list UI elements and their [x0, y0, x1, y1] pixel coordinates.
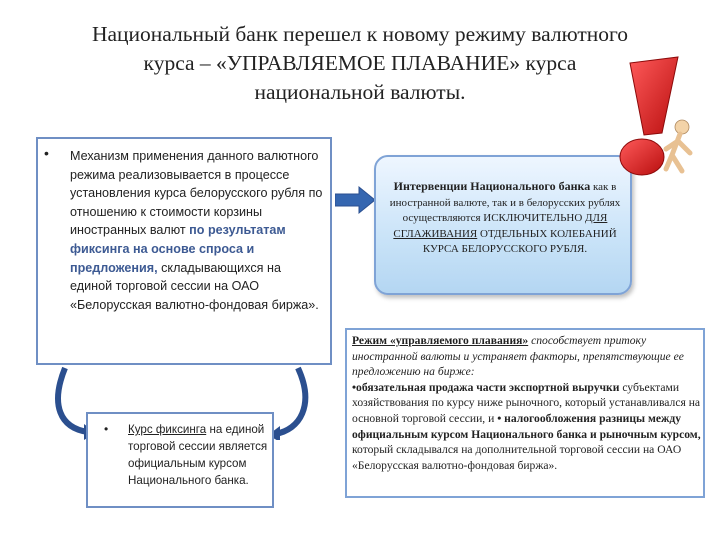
intervention-text-c: ДЛЯ СГЛАЖИВАНИЯ: [393, 212, 608, 240]
bullet: •: [44, 145, 49, 161]
intervention-text: [386, 179, 624, 258]
regime-intro: способствует притоку иностранной валюты и устраняет факторы, препятствующие ее предложению на бирже:: [352, 334, 684, 379]
intervention-text-d: ОТДЕЛЬНЫХ КОЛЕБАНИЙ КУРСА БЕЛОРУССКОГО РУБЛЯ.: [422, 227, 617, 255]
bullet: •: [104, 422, 109, 436]
title-line-2: курса – «УПРАВЛЯЕМОЕ ПЛАВАНИЕ» курса: [143, 51, 577, 75]
mechanism-text-a: Механизм применения данного валютного режима реализовывается в процессе установления курса белорусского рубля по отношению к стоимости корзины иностранных валют: [70, 149, 323, 238]
intervention-title: Интервенции Национального банка: [393, 179, 591, 193]
mechanism-text: [70, 147, 326, 314]
regime-text: [352, 333, 702, 473]
exclamation-figure-icon: [600, 55, 710, 185]
arrow-right-icon: [335, 185, 377, 215]
regime-box: [345, 328, 705, 498]
regime-item2-text: который складывался на дополнительной торговой сессии на ОАО «Белорусская валютно-фондовая биржа».: [352, 443, 682, 472]
mechanism-text-b: складывающихся на единой торговой сессии на ОАО «Белорусская валютно-фондовая биржа».: [70, 260, 319, 312]
mechanism-highlight: по результатам фиксинга на основе спроса и предложения,: [70, 223, 286, 275]
regime-term: Режим «управляемого плавания»: [352, 334, 529, 347]
title-line-1: Национальный банк перешел к новому режиму валютного: [91, 22, 629, 46]
regime-item1-text: субъектами хозяйствования по курсу ниже рыночного, который устанавливался на основной торговой сессии, и: [352, 380, 701, 425]
intervention-text-a: как в иностранной валюте, так и в белорусских рублях осуществляются: [389, 181, 621, 224]
title-line-3: национальной валюты.: [254, 80, 466, 104]
fixing-box: [86, 412, 274, 508]
fixing-text: [128, 421, 268, 489]
intervention-text-b: ИСКЛЮЧИТЕЛЬНО: [483, 212, 583, 224]
regime-item2-bold: • налогообложения разницы между официальным курсом Национального банка и рыночным курсом,: [352, 411, 701, 441]
mechanism-box: [36, 137, 332, 365]
fixing-body: на единой торговой сессии является официальным курсом Национального банка.: [128, 423, 268, 487]
regime-item1-bold: •обязательная продажа части экспортной выручки: [352, 380, 620, 394]
intervention-box: [374, 155, 632, 295]
fixing-term: Курс фиксинга: [128, 423, 207, 436]
slide-title: [40, 20, 680, 107]
